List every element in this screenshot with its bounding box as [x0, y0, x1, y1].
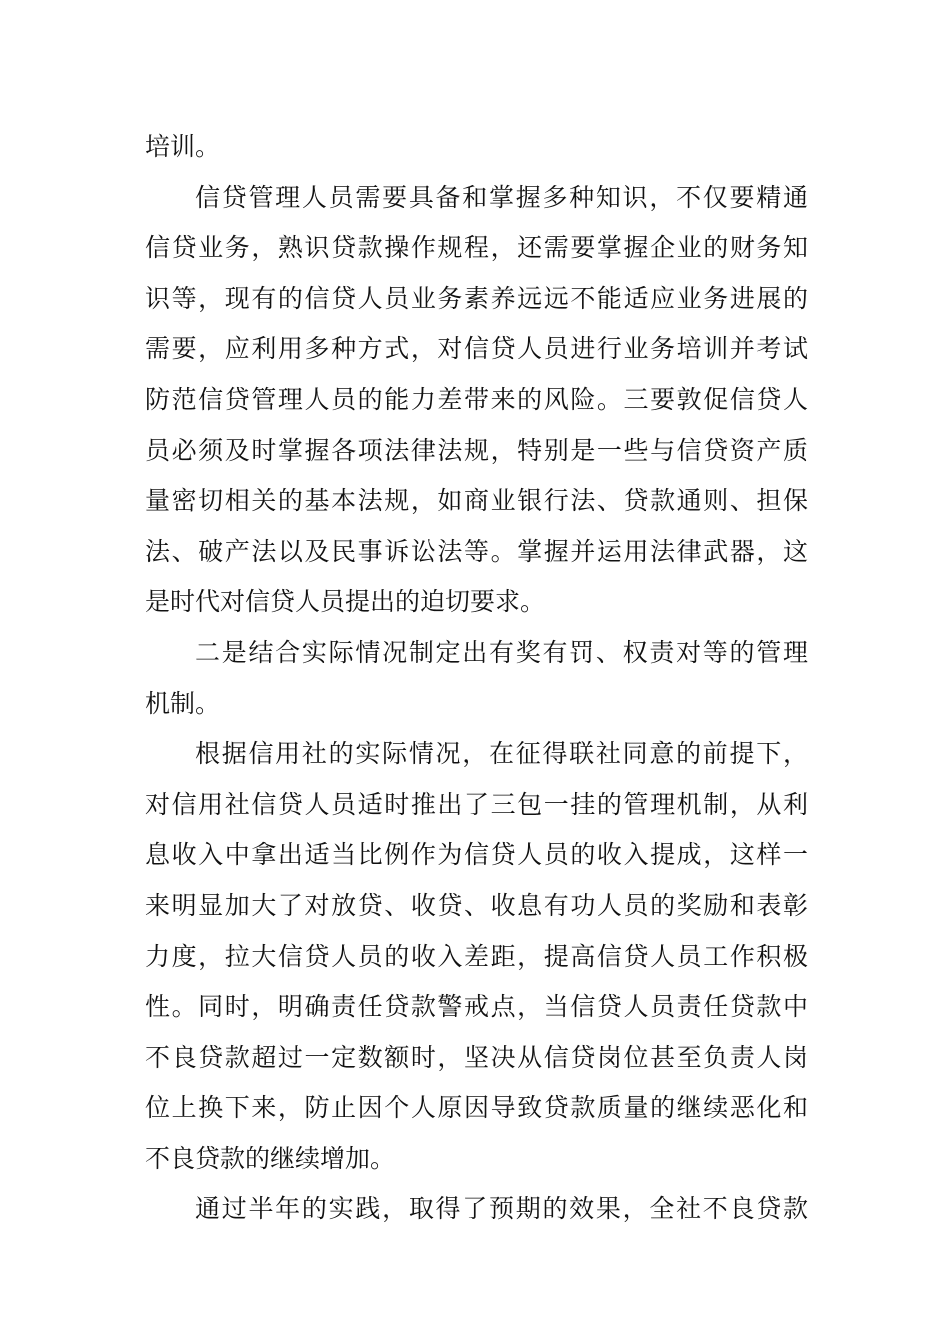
text-line: 力度，拉大信贷人员的收入差距，提高信贷人员工作积极: [145, 941, 808, 971]
text-line: 性。同时，明确责任贷款警戒点，当信贷人员责任贷款中: [145, 992, 808, 1022]
text-line: 息收入中拿出适当比例作为信贷人员的收入提成，这样一: [145, 840, 808, 870]
text-line: 对信用社信贷人员适时推出了三包一挂的管理机制，从利: [145, 789, 808, 819]
text-line: 培训。: [145, 132, 221, 161]
text-line: 机制。: [145, 688, 221, 718]
text-line: 防范信贷管理人员的能力差带来的风险。三要敦促信贷人: [145, 384, 808, 414]
text-line: 量密切相关的基本法规，如商业银行法、贷款通则、担保: [145, 486, 808, 516]
text-line: 二是结合实际情况制定出有奖有罚、权责对等的管理: [195, 637, 808, 667]
text-line: 是时代对信贷人员提出的迫切要求。: [145, 587, 546, 617]
text-line: 信贷管理人员需要具备和掌握多种知识，不仅要精通: [195, 182, 808, 212]
text-line: 识等，现有的信贷人员业务素养远远不能适应业务进展的: [145, 283, 808, 313]
body-text: [145, 122, 808, 1235]
text-line: 来明显加大了对放贷、收贷、收息有功人员的奖励和表彰: [145, 890, 808, 920]
text-line: 不良贷款超过一定数额时，坚决从信贷岗位甚至负责人岗: [145, 1042, 808, 1072]
text-line: 根据信用社的实际情况，在征得联社同意的前提下，: [195, 739, 808, 769]
text-line: 需要，应利用多种方式，对信贷人员进行业务培训并考试: [145, 334, 808, 364]
text-line: 信贷业务，熟识贷款操作规程，还需要掌握企业的财务知: [145, 233, 808, 263]
text-line: 员必须及时掌握各项法律法规，特别是一些与信贷资产质: [145, 435, 808, 465]
text-line: 通过半年的实践，取得了预期的效果，全社不良贷款: [195, 1194, 808, 1224]
text-line: 不良贷款的继续增加。: [145, 1143, 396, 1173]
text-line: 法、破产法以及民事诉讼法等。掌握并运用法律武器，这: [145, 536, 808, 566]
text-line: 位上换下来，防止因个人原因导致贷款质量的继续恶化和: [145, 1093, 808, 1123]
